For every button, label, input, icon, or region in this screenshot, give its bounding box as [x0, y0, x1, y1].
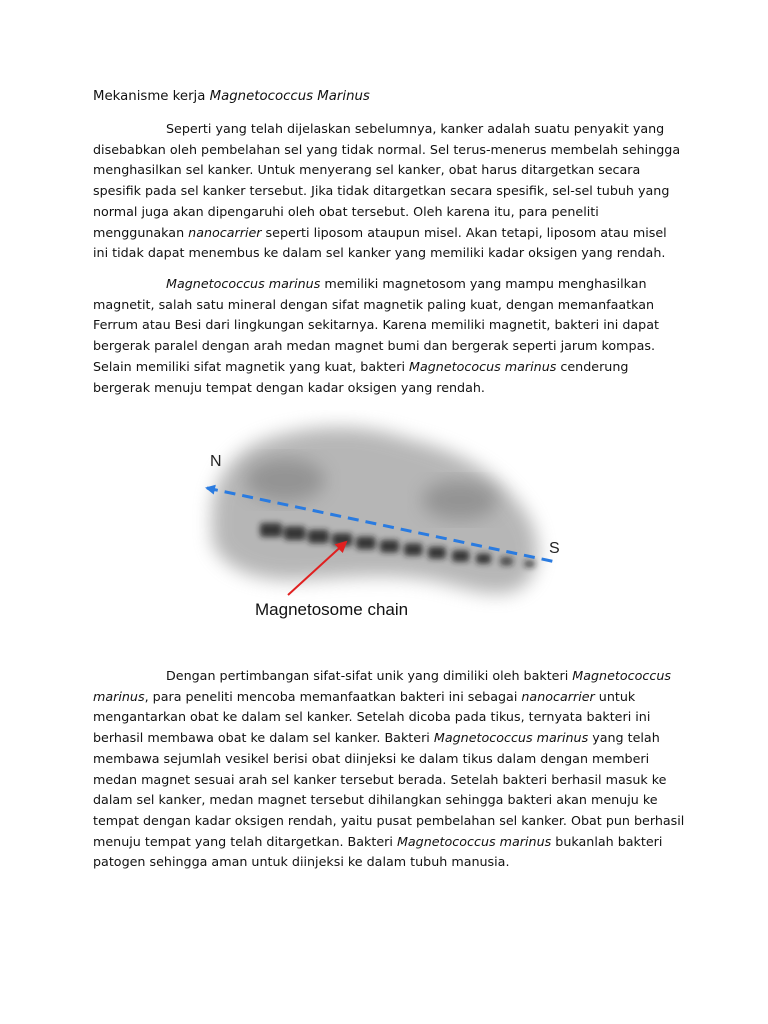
- figure-caption: Magnetosome chain: [255, 600, 409, 619]
- paragraph-line: [93, 119, 683, 140]
- north-label: N: [210, 453, 222, 470]
- magnetosome-crystal: [380, 540, 399, 553]
- heading-species-name: Magnetococcus Marinus: [209, 89, 370, 104]
- magnetosome-crystal: [260, 523, 282, 537]
- paragraph-line: [93, 770, 683, 791]
- italic-term: nanocarrier: [521, 688, 595, 704]
- paragraph-line: [93, 223, 683, 244]
- paragraph-line: [93, 378, 683, 399]
- italic-term: Magnetococcus marinus: [166, 276, 321, 291]
- text-run: Seperti yang telah dijelaskan sebelumnya, kanker adalah suatu penyakit yang: [166, 121, 665, 136]
- italic-term: Magnetococcus marinus: [433, 730, 589, 746]
- south-label: S: [549, 540, 560, 557]
- cell-texture: [245, 458, 325, 502]
- magnetosome-crystal: [356, 537, 376, 550]
- paragraph-2: [93, 274, 683, 398]
- italic-term: Magnetococcus marinus: [396, 833, 552, 849]
- magnetosome-crystal: [428, 547, 446, 559]
- paragraph-3: [93, 666, 683, 873]
- text-run: cenderung: [556, 358, 629, 374]
- paragraph-line: [93, 202, 683, 223]
- text-run: menuju tempat yang telah ditargetkan. Bakteri: [93, 833, 397, 849]
- paragraph-line: [93, 140, 683, 161]
- bacterium-micrograph: [190, 410, 580, 650]
- paragraph-line: [93, 687, 683, 708]
- magnetosome-crystal: [524, 560, 535, 567]
- text-run: membawa sejumlah vesikel berisi obat diinjeksi ke dalam tikus dalam dengan memberi: [93, 750, 650, 766]
- text-run: seperti liposom ataupun misel. Akan tetapi, liposom atau misel: [261, 224, 667, 240]
- text-run: bukanlah bakteri: [551, 833, 663, 849]
- text-run: mengantarkan obat ke dalam sel kanker. Setelah dicoba pada tikus, ternyata bakteri ini: [93, 709, 651, 725]
- text-run: disebabkan oleh pembelahan sel yang tidak normal. Sel terus-menerus membelah sehingga: [93, 141, 681, 157]
- paragraph-line: [93, 749, 683, 770]
- paragraph-line: [93, 832, 683, 853]
- paragraph-line: [93, 160, 683, 181]
- text-run: Dengan pertimbangan sifat-sifat unik yang dimiliki oleh bakteri: [166, 668, 573, 683]
- paragraph-1: [93, 119, 683, 264]
- paragraph-line: [93, 315, 683, 336]
- paragraph-line: [93, 852, 683, 873]
- paragraph-line: [93, 243, 683, 264]
- text-run: Ferrum atau Besi dari lingkungan sekitarnya. Karena memiliki magnetit, bakteri ini dapat: [93, 317, 659, 333]
- text-run: untuk: [594, 688, 636, 704]
- text-run: Selain memiliki sifat magnetik yang kuat, bakteri: [93, 358, 410, 374]
- text-run: yang telah: [588, 730, 660, 746]
- text-run: ini tidak dapat menembus ke dalam sel kanker yang memiliki kadar oksigen yang rendah.: [93, 245, 666, 261]
- heading-text: Mekanisme kerja: [93, 89, 210, 104]
- magnetosome-crystal: [452, 550, 469, 562]
- paragraph-line: [93, 274, 683, 295]
- text-run: menghasilkan sel kanker. Untuk menyerang sel kanker, obat harus ditargetkan secara: [93, 162, 641, 178]
- paragraph-line: [93, 336, 683, 357]
- paragraph-line: [93, 181, 683, 202]
- magnetosome-crystal: [284, 526, 305, 540]
- text-run: tempat dengan kadar oksigen rendah, yaitu pusat pembelahan sel kanker. Obat pun berhasil: [93, 812, 685, 828]
- magnetosome-crystal: [308, 530, 329, 543]
- text-run: menggunakan: [93, 224, 189, 240]
- text-run: berhasil membawa obat ke dalam sel kanker. Bakteri: [93, 730, 434, 746]
- cell-texture: [422, 480, 498, 520]
- magnetosome-crystal: [404, 543, 422, 555]
- text-run: patogen sehingga aman untuk diinjeksi ke dalam tubuh manusia.: [93, 854, 510, 870]
- italic-term: nanocarrier: [188, 224, 262, 240]
- paragraph-line: [93, 295, 683, 316]
- paragraph-line: [93, 707, 683, 728]
- magnetosome-crystal: [476, 554, 491, 564]
- italic-term: marinus: [93, 688, 145, 704]
- text-run: memiliki magnetosom yang mampu menghasilkan: [320, 276, 647, 291]
- text-run: bergerak paralel dengan arah medan magnet bumi dan bergerak seperti jarum kompas.: [93, 338, 656, 354]
- text-run: magnetit, salah satu mineral dengan sifat magnetik paling kuat, dengan memanfaatkan: [93, 296, 655, 312]
- italic-term: Magnetococus marinus: [409, 358, 557, 374]
- section-heading: [93, 87, 370, 107]
- text-run: dalam sel kanker, medan magnet tersebut dihilangkan sehingga bakteri akan menuju ke: [93, 792, 658, 808]
- magnetosome-crystal: [500, 557, 513, 566]
- italic-term: Magnetococcus: [572, 668, 671, 683]
- text-run: , para peneliti mencoba memanfaatkan bakteri ini sebagai: [144, 688, 522, 704]
- text-run: spesifik pada sel kanker tersebut. Jika tidak ditargetkan secara spesifik, sel-sel tubuh yang: [93, 183, 670, 199]
- paragraph-line: [93, 666, 683, 687]
- paragraph-line: [93, 811, 683, 832]
- text-run: bergerak menuju tempat dengan kadar oksigen yang rendah.: [93, 379, 485, 395]
- paragraph-line: [93, 790, 683, 811]
- text-run: medan magnet sesuai arah sel kanker tersebut berada. Setelah bakteri berhasil masuk ke: [93, 771, 667, 787]
- paragraph-line: [93, 357, 683, 378]
- text-run: normal juga akan dipengaruhi oleh obat tersebut. Oleh karena itu, para peneliti: [93, 203, 599, 219]
- paragraph-line: [93, 728, 683, 749]
- magnetosome-figure: [190, 410, 580, 650]
